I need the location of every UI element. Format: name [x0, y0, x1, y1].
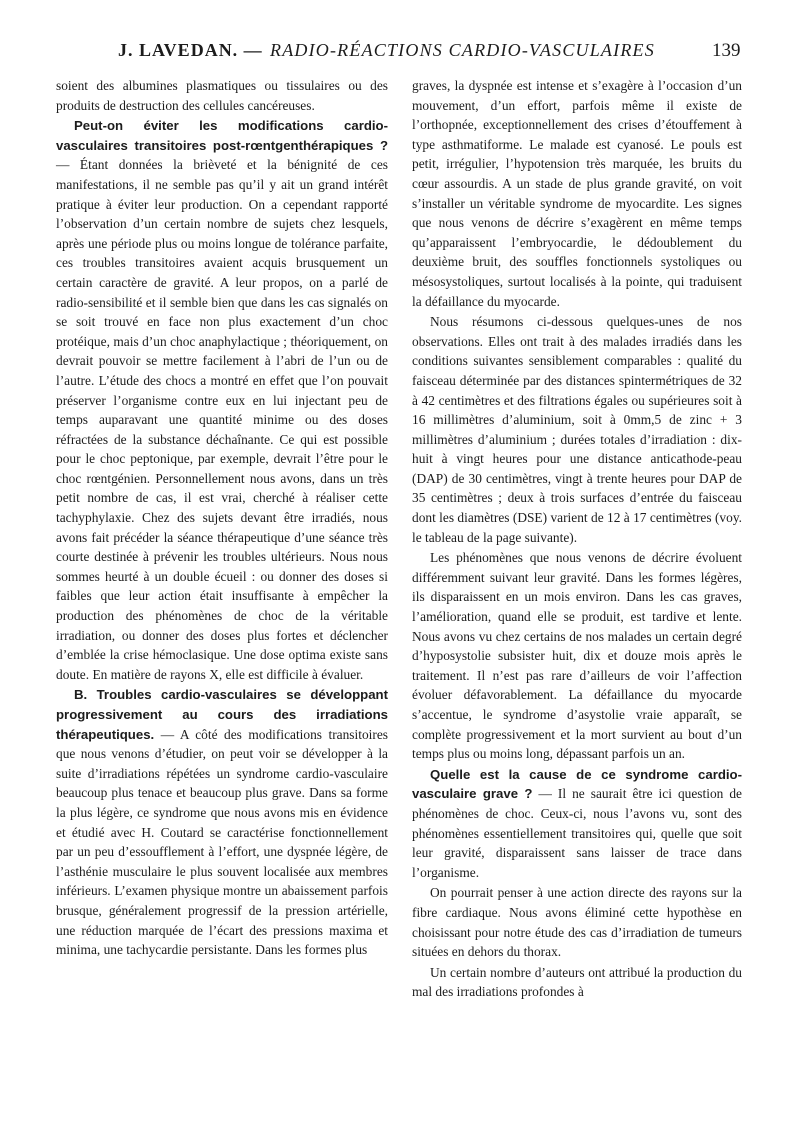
paragraph: soient des albumines plasmatiques ou tissulaires ou des produits de destruction des cellules cancéreuses. [56, 78, 388, 113]
right-column [412, 76, 742, 1002]
page-number: 139 [712, 40, 741, 61]
header-author: J. LAVEDAN. — [118, 40, 263, 60]
left-column [56, 76, 388, 960]
paragraph-text: — Il ne saurait être ici question de phénomènes de choc. Ceux-ci, nous l’avons vu, sont des phénomènes essentiellement transitoires qui, quelle que soit leur gravité, disparaissent sans laisser de trace dans l’organisme. [412, 786, 742, 880]
paragraph: Un certain nombre d’auteurs ont attribué la production du mal des irradiations profondes à [412, 964, 742, 1000]
section-b [56, 685, 388, 959]
question-heading: Peut-on éviter les modifications cardio-vasculaires transitoires post-rœntgenthérapiques ? [56, 118, 388, 153]
paragraph-text: — Étant données la brièveté et la bénignité de ces manifestations, il ne semble pas qu’il y ait un grand intérêt pratique à éviter leur production. On a cependant rapporté l’observation d’un certain nombre de sujets chez lesquels, après une période plus ou moins longue de tolérance parfaite, ces troubles transitoires avaient acquis brusquement un certain caractère de gravité. A leur propos, on a parlé de radio-sensibilité et il semble bien que dans les cas signalés on se soit trouvé en face non plus exactement d’un choc protéique, mais d’un choc anaphylactique ; théoriquement, on devrait pouvoir se mettre facilement à l’abri de l’un ou de l’autre. L’étude des chocs a montré en effet que l’on pouvait préserver l’organisme contre eux en lui injectant peu de temps auparavant une quantité minime ou des doses réfractées de la substance déchaînante. Ce qui est possible pour le choc peptonique, par exemple, devrait l’être pour le choc rœntgénien. Personnellement nous avons, dans un très petit nombre de cas, il est vrai, cherché à réaliser cette tachyphylaxie. Chez des sujets devant être irradiés, nous avons fait précéder la séance thérapeutique d’une séance très courte destinée à prévenir les troubles ultérieurs. Nous nous sommes heurté à un double écueil : ou donner des doses si faibles que leur action était insuffisante à empêcher la production des phénomènes de choc de la véritable irradiation, ou donner des doses plus fortes et déclencher d’emblée la crise hémoclasique. Une dose optima existe sans doute. En matière de rayons X, elle est difficile à évaluer. [56, 157, 388, 682]
paragraph: On pourrait penser à une action directe des rayons sur la fibre cardiaque. Nous avons éliminé cette hypothèse en choisissant pour notre étude des cas d’irradiation de tumeurs situées en dehors du thorax. [412, 885, 742, 960]
question-heading: Quelle est la cause de ce syndrome cardio-vasculaire grave ? [412, 766, 742, 802]
header-title: RADIO-RÉACTIONS CARDIO-VASCULAIRES [270, 40, 655, 60]
paragraph: graves, la dyspnée est intense et s’exagère à l’occasion d’un mouvement, d’un effort, parfois même il existe de l’orthopnée, exceptionnellement des crises d’étouffement à type asthmatiforme. Le malade est cyanosé. Le pouls est petit, irrégulier, l’hypotension très marquée, les bruits du cœur assourdis. A un stade de plus grande gravité, on voit s’installer un véritable syndrome de myocardite. Les signes que nous venons de décrire s’exagèrent en même temps qu’apparaissent l’embryocardie, le dédoublement du deuxième bruit, des souffles fonctionnels systoliques ou mésosystoliques, surtout localisés à la pointe, qui traduisent la défaillance du myocarde. [412, 78, 742, 309]
paragraph: Nous résumons ci-dessous quelques-unes de nos observations. Elles ont trait à des malades irradiés dans les conditions suivantes sensiblement comparables : qualité du faisceau déterminée par des distances spintermétriques de 32 à 42 centimètres et des filtrations égales ou supérieures soit à 16 millimètres d’aluminium, soit à 0mm,5 de zinc + 3 millimètres d’aluminium ; durées totales d’irradiation : dix-huit à vingt heures pour une distance anticathode-peau (DAP) de 30 centimètres, vingt à trente heures pour DAP de 35 centimètres ; deux à trois surfaces d’entrée du faisceau dont les diamètres (DSE) varient de 12 à 17 centimètres (voy. le tableau de la page suivante). [412, 314, 742, 545]
section-heading: B. Troubles cardio-vasculaires se développant progressivement au cours des irradiations thérapeutiques. [56, 687, 388, 742]
paragraph-question-1 [56, 116, 388, 684]
paragraph: Les phénomènes que nous venons de décrire évoluent différemment suivant leur gravité. Dans les formes légères, ils disparaissent en un mois environ. Dans les cas graves, l’amélioration, quand elle se produit, est tardive et lente. Nous avons vu chez certains de nos malades un certain degré d’hyposystolie subsister huit, dix et douze mois après le traitement. Il n’est pas rare d’ailleurs de voir l’affection évoluer défavorablement. La défaillance du myocarde s’accentue, le syndrome d’asystolie vraie apparaît, se complète progressivement et la mort survient au bout d’un temps plus ou moins long, dépassant parfois un an. [412, 550, 742, 762]
running-header [0, 36, 800, 70]
paragraph-question-2 [412, 765, 742, 883]
paragraph-text: — A côté des modifications transitoires que nous venons d’étudier, on peut voir se développer à la suite d’irradiations répétées un syndrome cardio-vasculaire beaucoup plus tenace et beaucoup plus grave. Dans sa forme la plus légère, ce syndrome que nous avons mis en évidence et étudié avec H. Coutard se caractérise fonctionnellement par un peu d’essoufflement à l’effort, une dyspnée légère, de l’asthénie musculaire le plus souvent localisée aux membres inférieurs. L’examen physique montre un abaissement parfois brusque, généralement progressif de la pression artérielle, une réduction marquée de l’écart des pressions maxima et minima, une tachycardie persistante. Dans les formes plus [56, 726, 388, 958]
